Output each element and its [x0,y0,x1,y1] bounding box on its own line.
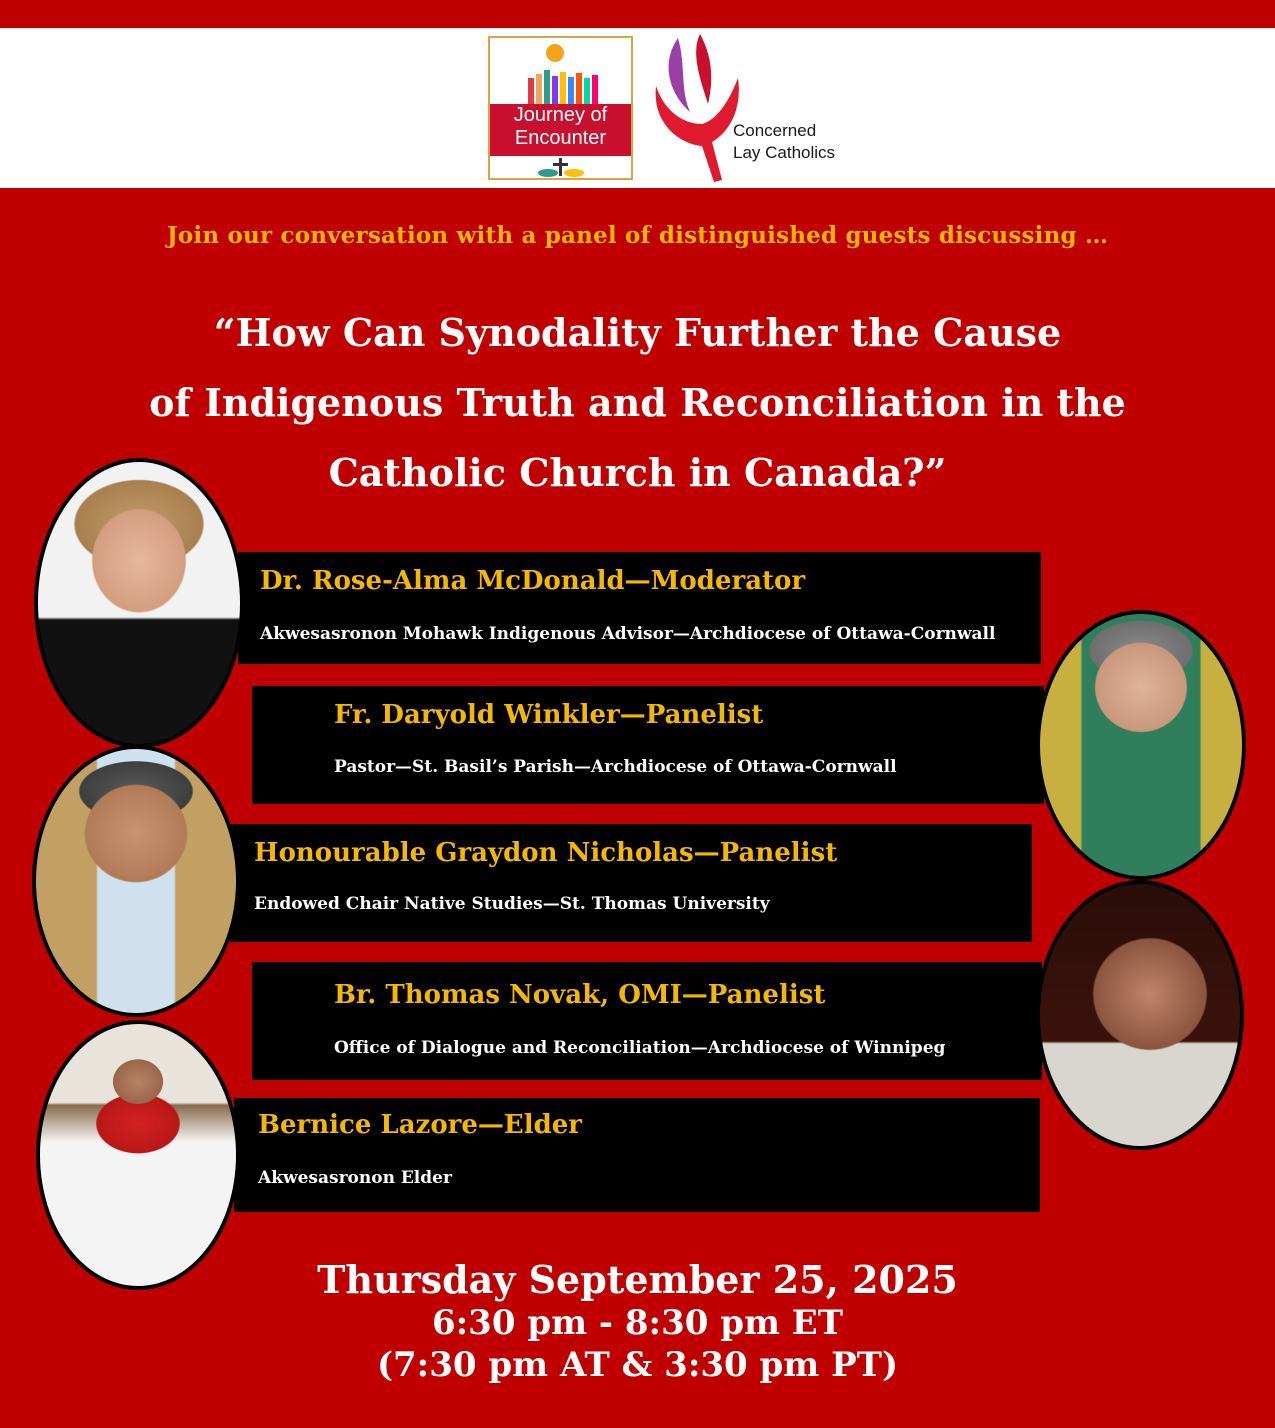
event-datetime [0,1258,1275,1386]
concerned-lay-catholics-text [733,120,835,164]
portrait-rose-alma-mcdonald [34,458,244,748]
event-title [120,298,1155,508]
panelist-box-1 [238,552,1041,664]
panelist-box-3 [230,824,1032,942]
logo-line-1: Concerned [733,121,817,140]
panelist-box-5 [234,1098,1040,1212]
portrait-thomas-novak [1036,880,1244,1150]
people-figures-icon [524,68,604,104]
cross-figures-icon [536,158,586,178]
sun-icon [546,44,564,62]
title-line: of Indigenous Truth and Reconciliation in the [149,380,1126,425]
portrait-daryold-winkler [1036,610,1246,880]
logo-line-1: Journey of [513,104,608,126]
panelist-role: Endowed Chair Native Studies—St. Thomas University [254,894,770,914]
portrait-graydon-nicholas [32,745,240,1017]
portrait-bernice-lazore [36,1020,240,1290]
panelist-name: Br. Thomas Novak, OMI—Panelist [334,980,826,1010]
logo-line-2: Lay Catholics [733,143,836,162]
journey-of-encounter-text [490,104,631,156]
journey-of-encounter-logo [488,36,633,180]
panelist-role: Office of Dialogue and Reconciliation—Archdiocese of Winnipeg [334,1038,946,1058]
event-time: 6:30 pm - 8:30 pm ET [431,1303,844,1343]
panelist-box-2 [252,686,1044,804]
title-line: Catholic Church in Canada?” [328,450,947,495]
panelist-role: Akwesasronon Mohawk Indigenous Advisor—Archdiocese of Ottawa-Cornwall [260,624,996,644]
flame-logo-icon [650,34,745,182]
event-date: Thursday September 25, 2025 [317,1257,958,1302]
event-alt-times: (7:30 pm AT & 3:30 pm PT) [376,1345,899,1385]
logo-header [0,28,1275,188]
title-line: “How Can Synodality Further the Cause [213,310,1062,355]
panelist-name: Bernice Lazore—Elder [258,1110,583,1140]
panelist-role: Pastor—St. Basil’s Parish—Archdiocese of Ottawa-Cornwall [334,757,897,777]
panelist-name: Fr. Daryold Winkler—Panelist [334,700,764,730]
panelist-role: Akwesasronon Elder [258,1168,452,1188]
logo-line-2: Encounter [514,127,607,149]
panelist-name: Dr. Rose-Alma McDonald—Moderator [260,566,806,596]
panelist-name: Honourable Graydon Nicholas—Panelist [254,838,838,868]
panelist-box-4 [252,962,1042,1080]
intro-text: Join our conversation with a panel of distinguished guests discussing … [166,222,1109,249]
